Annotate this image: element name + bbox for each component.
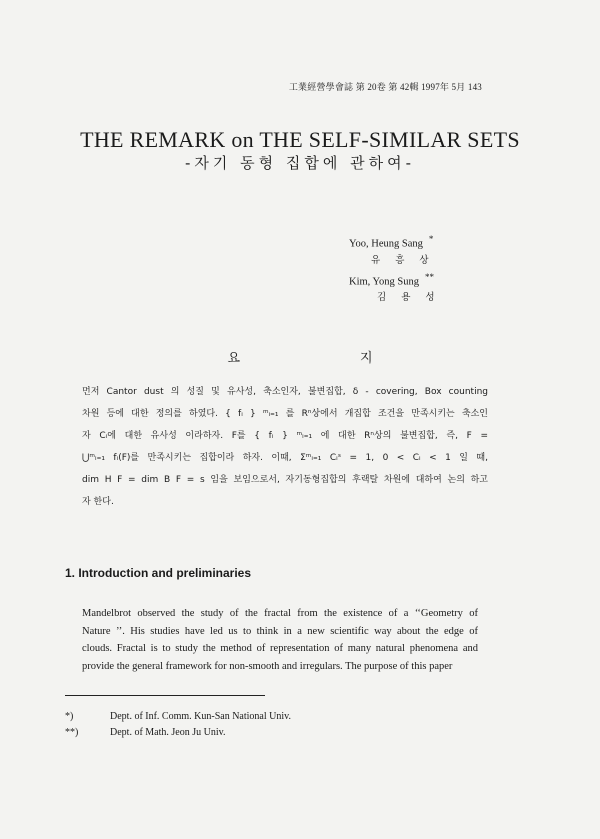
abstract-line: 차원 등에 대한 정의를 하였다. { fᵢ } ᵐᵢ₌₁ 를 Rⁿ상에서 개집합 조건을 만족시키는 축소인: [82, 409, 488, 419]
abstract-line: dim H F = dim B F = s 임을 보임으로서, 자기동형집합의 후랙탈 차원에 대하여 논의 하고: [82, 475, 488, 485]
author-korean-name: 김 용 성: [377, 292, 441, 303]
section-heading: 1. Introduction and preliminaries: [65, 566, 252, 580]
intro-line: provide the general framework for non-smooth and irregulars. The purpose of this paper: [82, 660, 453, 672]
abstract-heading: 요 지: [227, 351, 373, 366]
intro-line: Mandelbrot observed the study of the fractal from the existence of a ‘‘Geometry of: [82, 608, 478, 619]
paper-title: THE REMARK on THE SELF-SIMILAR SETS: [80, 127, 520, 152]
abstract-line: 자 Cᵢ에 대한 유사성 이라하자. F를 { fᵢ } ᵐᵢ₌₁ 에 대한 Rⁿ상의 불변집합, 즉, F =: [82, 431, 488, 441]
paper-subtitle: -자기 동형 집합에 관하여-: [184, 154, 416, 172]
footnote: *) Dept. of Inf. Comm. Kun-San National Univ.: [65, 711, 291, 722]
footnote: **) Dept. of Math. Jeon Ju Univ.: [65, 727, 226, 738]
abstract-line: 자 한다.: [82, 497, 114, 507]
author-name: Yoo, Heung Sang *: [349, 234, 434, 250]
intro-line: clouds. Fractal is to study the method of representation of many natural phenomena and: [82, 643, 478, 654]
journal-header: 工業經營學會誌 第 20卷 第 42輯 1997年 5月 143: [288, 82, 482, 92]
abstract-body: [82, 381, 488, 513]
author-block: [349, 231, 459, 306]
author-name: Kim, Yong Sung **: [349, 271, 435, 287]
abstract-line: ⋃ᵐᵢ₌₁ fᵢ(F)를 만족시키는 집합이라 하자. 이때, Σᵐᵢ₌₁ Cᵢˢ = 1, 0 < Cᵢ < 1 일 때,: [82, 453, 488, 463]
author-korean-name: 유 흥 상: [371, 254, 435, 266]
abstract-line: 먼저 Cantor dust 의 성질 및 유사성, 축소인자, 불변집합, δ - covering, Box counting: [82, 387, 488, 397]
intro-line: Nature ’’. His studies have led us to think in a new scientific way about the edge of: [82, 625, 478, 637]
footnote-divider: [65, 695, 265, 696]
intro-paragraph: [82, 605, 478, 675]
